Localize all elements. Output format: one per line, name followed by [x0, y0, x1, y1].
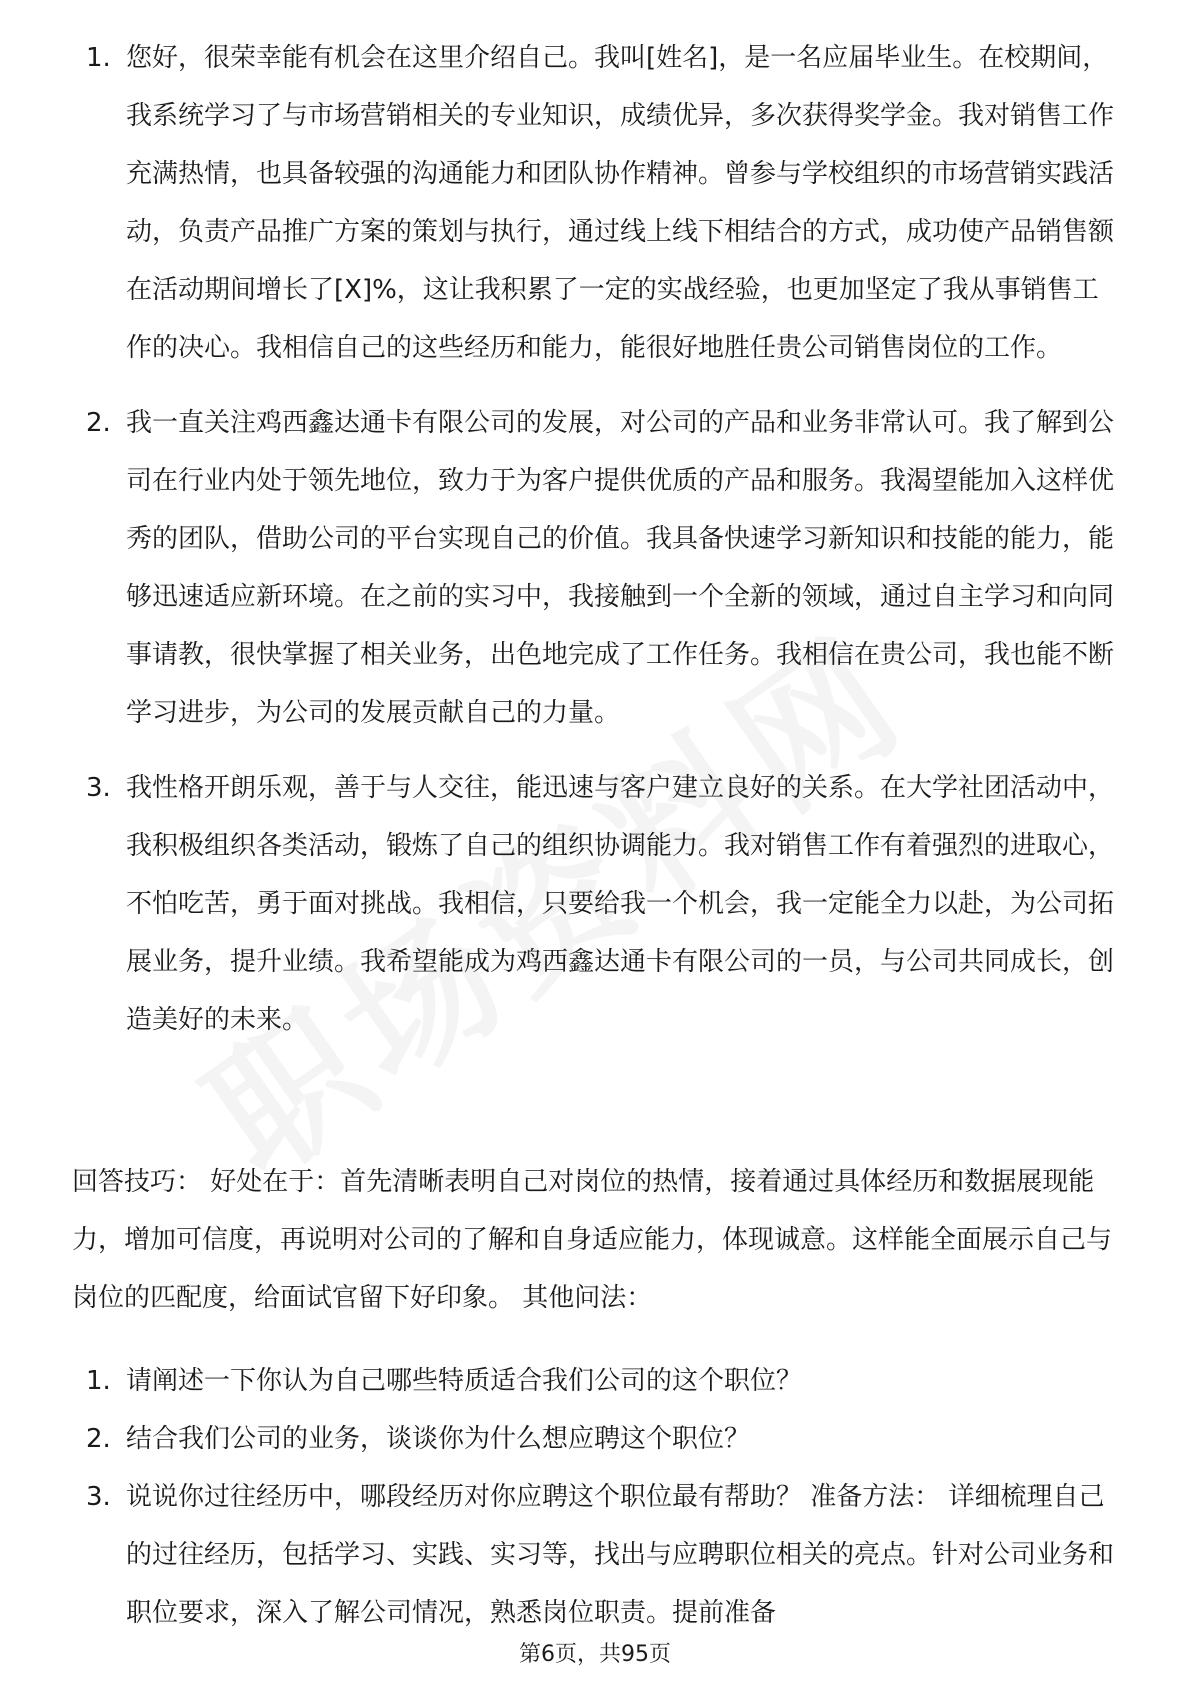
answer-tips-paragraph: 回答技巧： 好处在于：首先清晰表明自己对岗位的热情，接着通过具体经历和数据展现能力，增加可信度，再说明对公司的了解和自身适应能力，体现诚意。这样能全面展示自己与岗位的匹配度，给面试官留下好印象。 其他问法：	[72, 1167, 1113, 1313]
alternative-questions-list	[0, 1352, 1116, 1642]
list-number: 2.	[86, 408, 111, 438]
question-item-2	[0, 1410, 1116, 1468]
question-text: 请阐述一下你认为自己哪些特质适合我们公司的这个职位？	[126, 1366, 803, 1396]
question-item-3	[0, 1468, 1116, 1642]
page-number-footer: 第6页，共95页	[519, 1642, 671, 1667]
answer-text: 您好，很荣幸能有机会在这里介绍自己。我叫[姓名]，是一名应届毕业生。在校期间，我系统学习了与市场营销相关的专业知识，成绩优异，多次获得奖学金。我对销售工作充满热情，也具备较强的沟通能力和团队协作精神。曾参与学校组织的市场营销实践活动，负责产品推广方案的策划与执行，通过线上线下相结合的方式，成功使产品销售额在活动期间增长了[X]%，这让我积累了一定的实战经验，也更加坚定了我从事销售工作的决心。我相信自己的这些经历和能力，能很好地胜任贵公司销售岗位的工作。	[126, 43, 1115, 363]
answer-item-2	[0, 394, 1116, 742]
list-number: 2.	[86, 1424, 111, 1454]
question-item-1	[0, 1352, 1116, 1410]
list-number: 1.	[86, 1366, 111, 1396]
answer-text: 我性格开朗乐观，善于与人交往，能迅速与客户建立良好的关系。在大学社团活动中，我积极组织各类活动，锻炼了自己的组织协调能力。我对销售工作有着强烈的进取心，不怕吃苦，勇于面对挑战。我相信，只要给我一个机会，我一定能全力以赴，为公司拓展业务，提升业绩。我希望能成为鸡西鑫达通卡有限公司的一员，与公司共同成长，创造美好的未来。	[126, 773, 1115, 1035]
question-text: 结合我们公司的业务，谈谈你为什么想应聘这个职位？	[126, 1424, 751, 1454]
question-text: 说说你过往经历中，哪段经历对你应聘这个职位最有帮助？ 准备方法： 详细梳理自己的过往经历，包括学习、实践、实习等，找出与应聘职位相关的亮点。针对公司业务和职位要求，深入了解公司情况，熟悉岗位职责。提前准备	[126, 1482, 1115, 1628]
list-number: 3.	[86, 773, 111, 803]
answer-item-3	[0, 759, 1116, 1049]
list-number: 3.	[86, 1482, 111, 1512]
answer-text: 我一直关注鸡西鑫达通卡有限公司的发展，对公司的产品和业务非常认可。我了解到公司在行业内处于领先地位，致力于为客户提供优质的产品和服务。我渴望能加入这样优秀的团队，借助公司的平台实现自己的价值。我具备快速学习新知识和技能的能力，能够迅速适应新环境。在之前的实习中，我接触到一个全新的领域，通过自主学习和向同事请教，很快掌握了相关业务，出色地完成了工作任务。我相信在贵公司，我也能不断学习进步，为公司的发展贡献自己的力量。	[126, 408, 1115, 728]
list-number: 1.	[86, 43, 111, 73]
answer-item-1	[0, 29, 1116, 377]
answer-list	[0, 30, 1116, 1049]
